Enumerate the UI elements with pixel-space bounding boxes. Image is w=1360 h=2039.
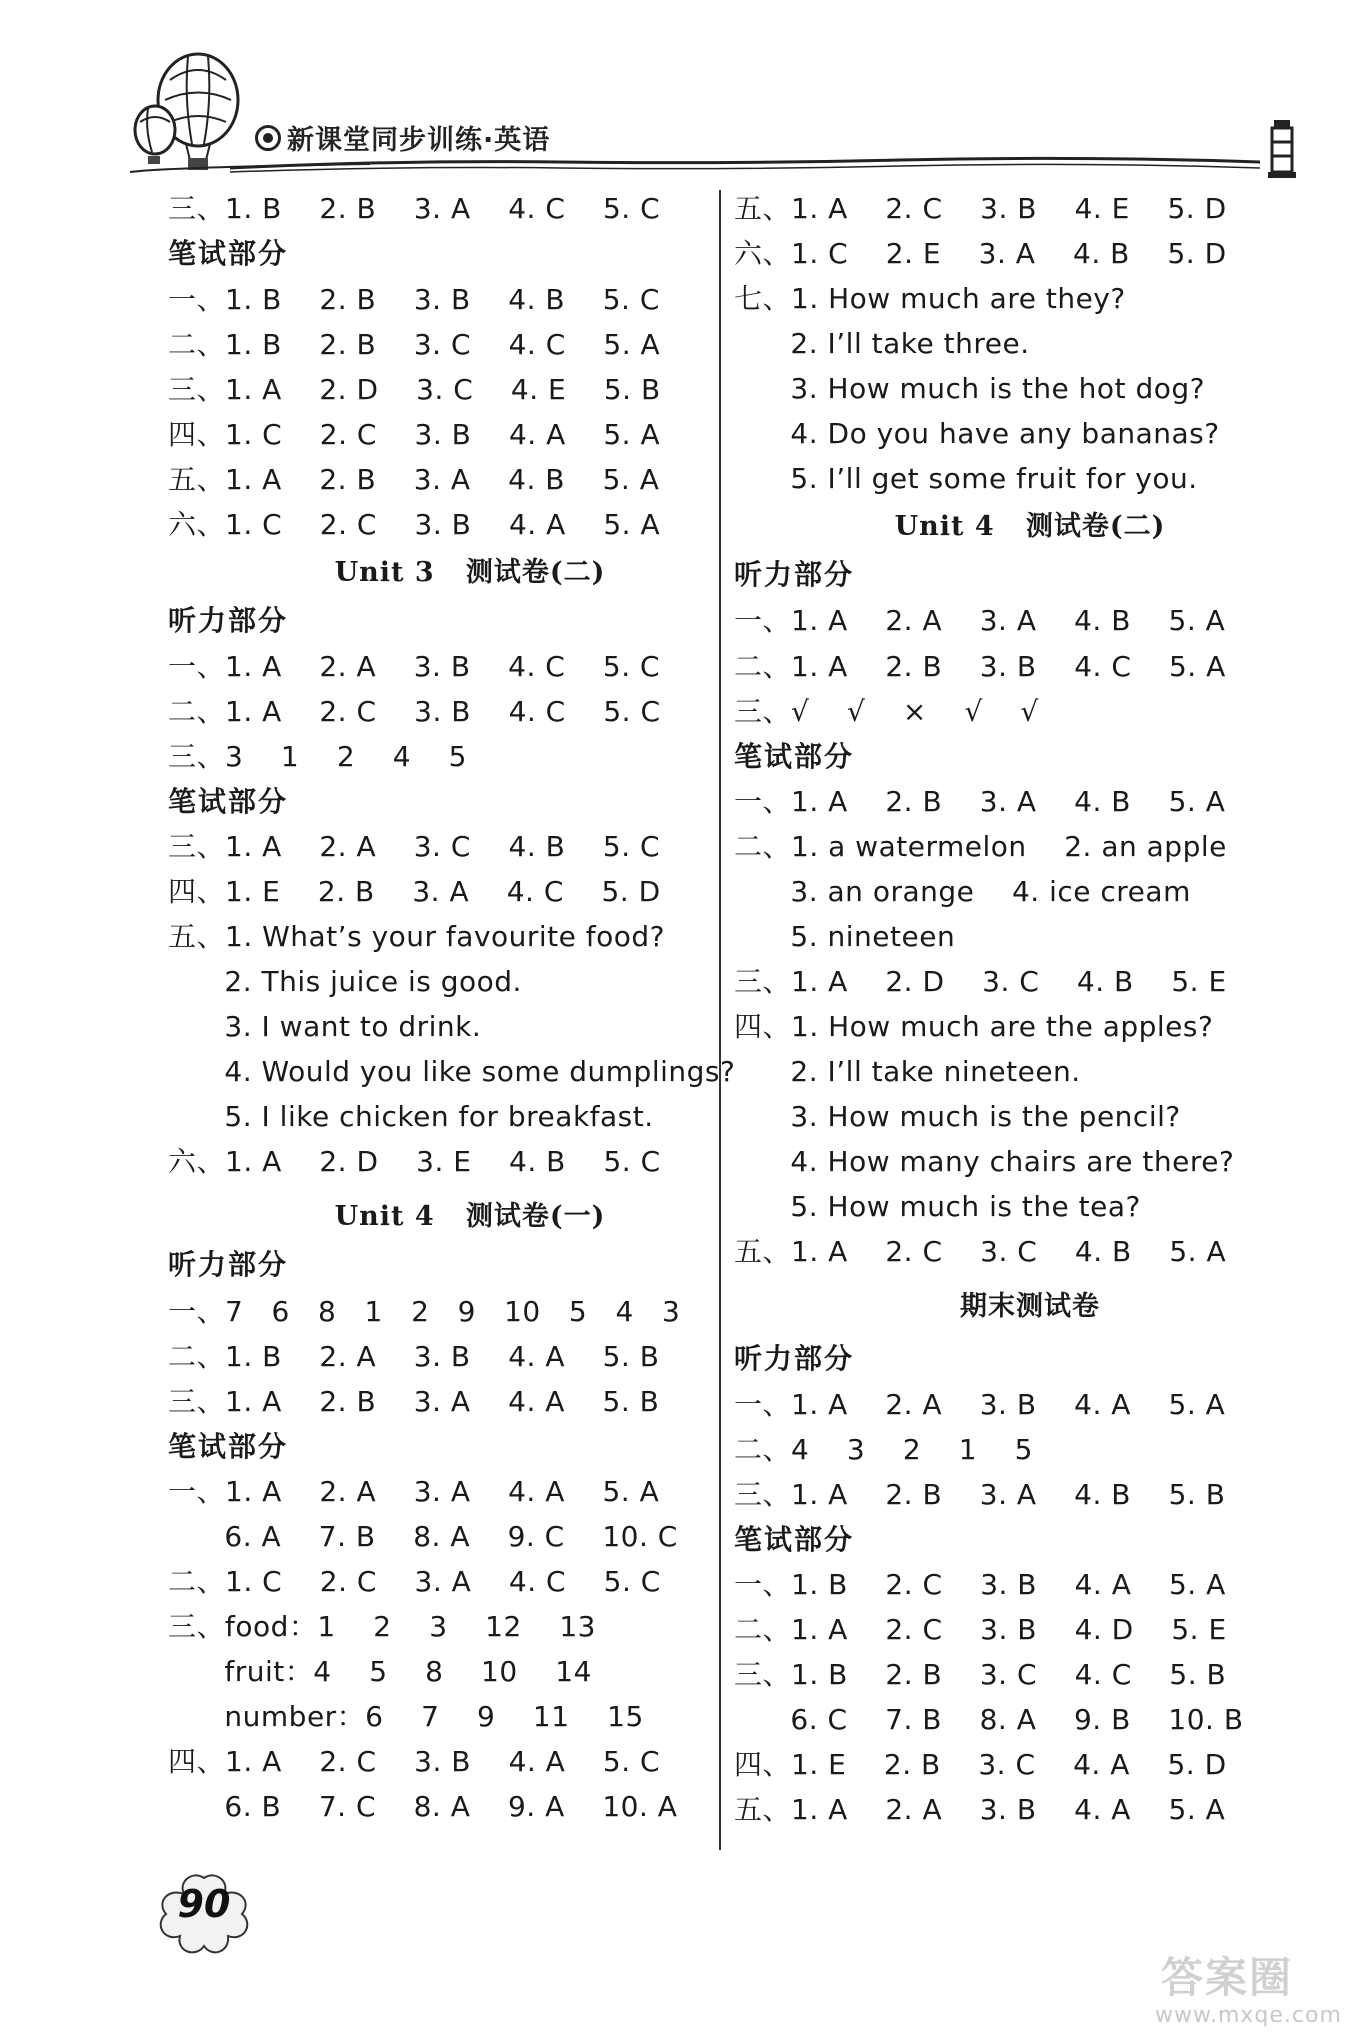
section-heading: 笔试部分 — [168, 785, 289, 818]
answer-line: 五、1. What’s your favourite food? — [168, 920, 666, 953]
answer-line: 6. C 7. B 8. A 9. B 10. B — [734, 1703, 1244, 1736]
lighthouse-icon — [1262, 112, 1302, 182]
answer-line: 5. nineteen — [734, 920, 956, 953]
answer-line: 六、1. C 2. E 3. A 4. B 5. D — [734, 237, 1227, 270]
answer-line: 五、1. A 2. C 3. B 4. E 5. D — [734, 192, 1227, 225]
answer-line: 三、1. B 2. B 3. C 4. C 5. B — [734, 1658, 1227, 1691]
answer-line: 四、1. E 2. B 3. A 4. C 5. D — [168, 875, 661, 908]
answer-line: 5. I’ll get some fruit for you. — [734, 462, 1198, 495]
answer-line: 三、1. A 2. B 3. A 4. B 5. B — [734, 1478, 1226, 1511]
answer-line: 二、1. C 2. C 3. A 4. C 5. C — [168, 1565, 661, 1598]
page-number: 90 — [177, 1882, 231, 1926]
unit-title: Unit 4 测试卷(二) — [894, 511, 1166, 542]
answer-line: 一、1. A 2. B 3. A 4. B 5. A — [734, 785, 1226, 818]
answer-line: 2. I’ll take nineteen. — [734, 1055, 1081, 1088]
answer-line: 三、√ √ × √ √ — [734, 695, 1039, 728]
watermark-url: www.mxqe.com — [1155, 2003, 1342, 2028]
header-rule-decoration — [0, 0, 1360, 190]
bullet-icon — [255, 125, 281, 151]
answer-line: 二、1. B 2. B 3. C 4. C 5. A — [168, 328, 661, 361]
answer-line: 3. an orange 4. ice cream — [734, 875, 1191, 908]
section-heading: 笔试部分 — [168, 237, 289, 270]
page-header — [0, 0, 1360, 190]
section-heading: 笔试部分 — [168, 1430, 289, 1463]
answer-line: 3. How much is the hot dog? — [734, 372, 1205, 405]
watermark-text: 答案圈 — [1161, 1953, 1294, 2002]
answer-line: 二、1. a watermelon 2. an apple — [734, 830, 1227, 863]
answer-line: 三、1. A 2. D 3. C 4. B 5. E — [734, 965, 1227, 998]
section-heading: 听力部分 — [734, 1342, 855, 1375]
header-title-text: 新课堂同步训练·英语 — [287, 125, 551, 156]
section-heading: 笔试部分 — [734, 1523, 855, 1556]
answer-line: 五、1. A 2. C 3. C 4. B 5. A — [734, 1235, 1227, 1268]
answer-line: 四、1. A 2. C 3. B 4. A 5. C — [168, 1745, 661, 1778]
answer-line: 一、1. A 2. A 3. B 4. C 5. C — [168, 650, 661, 683]
answer-line: 4. Would you like some dumplings? — [168, 1055, 736, 1088]
answer-line: 五、1. A 2. A 3. B 4. A 5. A — [734, 1793, 1226, 1826]
answer-line: 四、1. C 2. C 3. B 4. A 5. A — [168, 418, 661, 451]
answer-line: 二、1. A 2. C 3. B 4. C 5. C — [168, 695, 661, 728]
answer-line: 一、1. B 2. C 3. B 4. A 5. A — [734, 1568, 1226, 1601]
unit-title: 期末测试卷 — [960, 1291, 1100, 1322]
answer-line: 六、1. A 2. D 3. E 4. B 5. C — [168, 1145, 661, 1178]
unit-title: Unit 4 测试卷(一) — [334, 1201, 606, 1232]
answer-line: 五、1. A 2. B 3. A 4. B 5. A — [168, 463, 660, 496]
column-divider — [719, 190, 721, 1850]
answer-line: 3. How much is the pencil? — [734, 1100, 1181, 1133]
answer-line: 二、1. B 2. A 3. B 4. A 5. B — [168, 1340, 660, 1373]
answer-line: 七、1. How much are they? — [734, 282, 1126, 315]
watermark — [1155, 1945, 1355, 2039]
answer-line: 一、1. A 2. A 3. A 4. B 5. A — [734, 604, 1226, 637]
answer-line: 4. Do you have any bananas? — [734, 417, 1220, 450]
answer-line: 5. I like chicken for breakfast. — [168, 1100, 654, 1133]
answer-line: 一、7 6 8 1 2 9 10 5 4 3 — [168, 1295, 681, 1328]
answer-line: 三、food：1 2 3 12 13 — [168, 1610, 597, 1643]
answer-line: 三、1. B 2. B 3. A 4. C 5. C — [168, 192, 661, 225]
header-title — [255, 118, 550, 157]
page-number-badge — [152, 1872, 256, 1956]
answer-line: 四、1. E 2. B 3. C 4. A 5. D — [734, 1748, 1227, 1781]
answer-line: 三、1. A 2. D 3. C 4. E 5. B — [168, 373, 661, 406]
section-heading: 笔试部分 — [734, 740, 855, 773]
answer-line: 2. I’ll take three. — [734, 327, 1030, 360]
answer-line: 一、1. A 2. A 3. A 4. A 5. A — [168, 1475, 660, 1508]
answer-line: 六、1. C 2. C 3. B 4. A 5. A — [168, 508, 661, 541]
answer-line: 三、1. A 2. A 3. C 4. B 5. C — [168, 830, 661, 863]
section-heading: 听力部分 — [734, 558, 855, 591]
answer-line: number：6 7 9 11 15 — [168, 1700, 644, 1733]
answer-line: 6. A 7. B 8. A 9. C 10. C — [168, 1520, 678, 1553]
answer-line: 三、3 1 2 4 5 — [168, 740, 467, 773]
answer-line: 二、4 3 2 1 5 — [734, 1433, 1033, 1466]
answer-line: 6. B 7. C 8. A 9. A 10. A — [168, 1790, 678, 1823]
unit-title: Unit 3 测试卷(二) — [334, 557, 606, 588]
answer-line: 四、1. How much are the apples? — [734, 1010, 1214, 1043]
section-heading: 听力部分 — [168, 1248, 289, 1281]
answer-line: 3. I want to drink. — [168, 1010, 482, 1043]
answer-line: fruit：4 5 8 10 14 — [168, 1655, 592, 1688]
answer-line: 二、1. A 2. C 3. B 4. D 5. E — [734, 1613, 1227, 1646]
answer-line: 一、1. A 2. A 3. B 4. A 5. A — [734, 1388, 1226, 1421]
section-heading: 听力部分 — [168, 604, 289, 637]
answer-line: 5. How much is the tea? — [734, 1190, 1141, 1223]
answer-line: 二、1. A 2. B 3. B 4. C 5. A — [734, 650, 1226, 683]
answer-line: 4. How many chairs are there? — [734, 1145, 1235, 1178]
answer-line: 一、1. B 2. B 3. B 4. B 5. C — [168, 283, 660, 316]
answer-line: 三、1. A 2. B 3. A 4. A 5. B — [168, 1385, 660, 1418]
answer-line: 2. This juice is good. — [168, 965, 522, 998]
